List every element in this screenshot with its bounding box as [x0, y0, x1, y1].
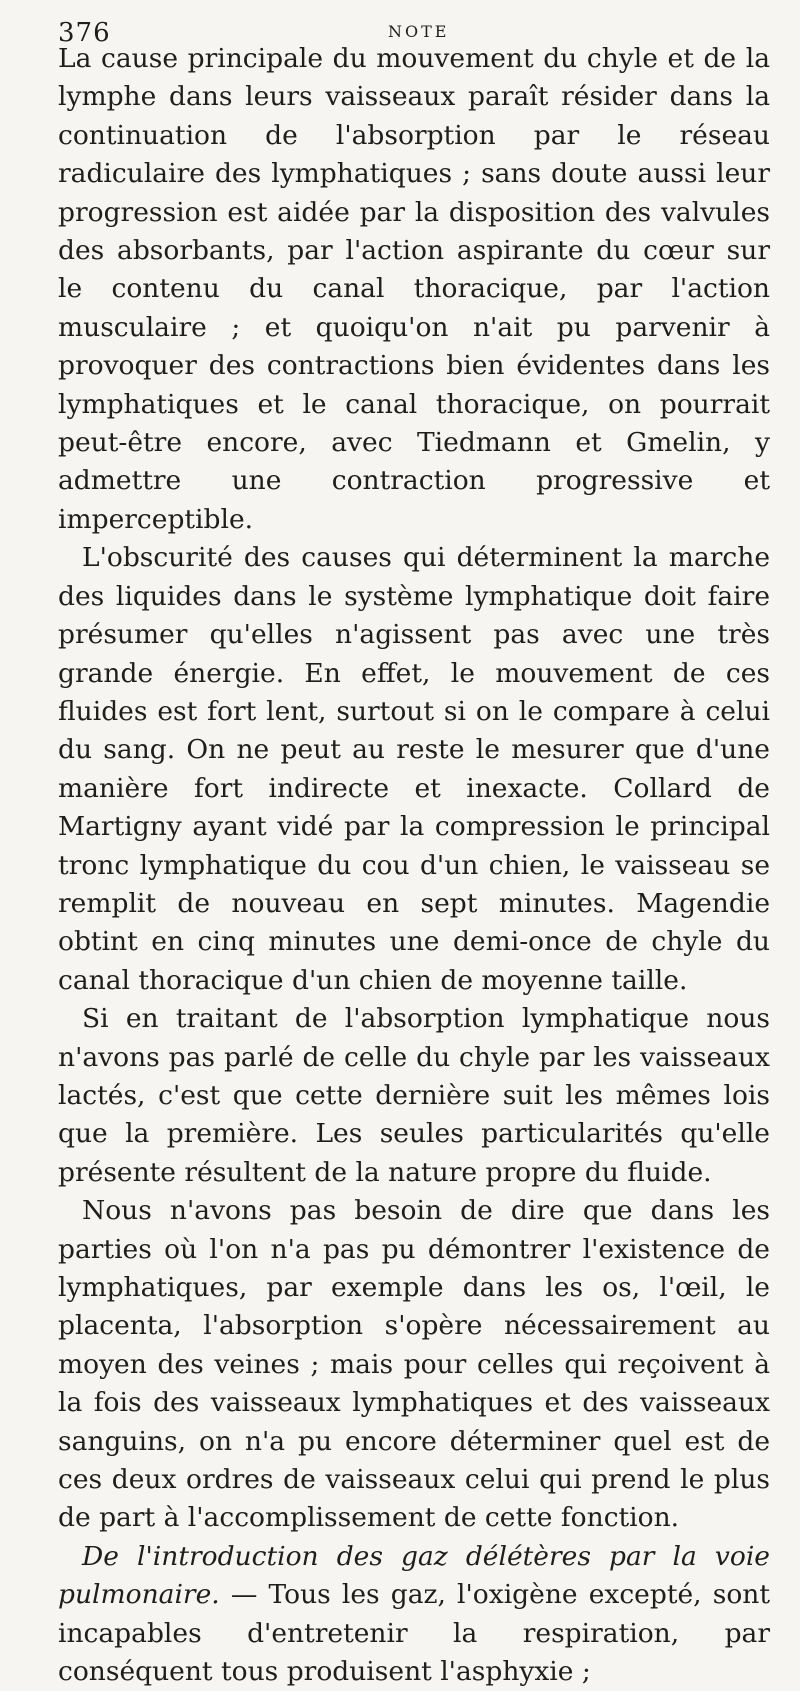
paragraph-lacteal-absorption: Si en traitant de l'absorption lymphatique nous n'avons pas parlé de celle du chyle par les vaisseaux lactés, c'est que cette dernière suit les mêmes lois que la première. Les seules particularités qu'elle présente résultent de la nature propre du fluide.	[58, 1003, 770, 1188]
paragraph-obscurity-causes: L'obscurité des causes qui déterminent la marche des liquides dans le système lymphatique doit faire présumer qu'elles n'agissent pas avec une très grande énergie. En effet, le mouvement de ces fluides est fort lent, surtout si on le compare à celui du sang. On ne peut au reste le mesurer que d'une manière fort indirecte et inexacte. Collard de Martigny ayant vidé par la compression le principal tronc lymphatique du cou d'un chien, le vaisseau se remplit de nouveau en sept minutes. Magendie obtint en cinq minutes une demi-once de chyle du canal thoracique d'un chien de moyenne taille.	[58, 542, 770, 996]
paragraph-chyle-movement: La cause principale du mouvement du chyle et de la lymphe dans leurs vaisseaux paraît résider dans la continuation de l'absorption par le réseau radiculaire des lymphatiques ; sans doute aussi leur progression est aidée par la disposition des valvules des absorbants, par l'action aspirante du cœur sur le contenu du canal thoracique, par l'action musculaire ; et quoiqu'on n'ait pu parvenir à provoquer des contractions bien évidentes dans les lymphatiques et le canal thoracique, on pourrait peut-être encore, avec Tiedmann et Gmelin, y admettre une contraction progressive et imperceptible.	[58, 43, 770, 535]
section-heading: De l'introduction des gaz délétères par la voie pulmonaire.	[58, 1540, 770, 1611]
section-dash: —	[219, 1579, 269, 1611]
body-text	[58, 40, 770, 1691]
paragraph-toxic-gases	[58, 1538, 770, 1691]
paragraph-venous-absorption: Nous n'avons pas besoin de dire que dans les parties où l'on n'a pas pu démontrer l'existence de lymphatiques, par exemple dans les os, l'œil, le placenta, l'absorption s'opère nécessairement au moyen des veines ; mais pour celles qui reçoivent à la fois des vaisseaux lymphatiques et des vaisseaux sanguins, on n'a pu encore déterminer quel est de ces deux ordres de vaisseaux celui qui prend le plus de part à l'accomplissement de cette fonction.	[58, 1195, 770, 1534]
section-text: Tous les gaz, l'oxigène excepté, sont incapables d'entretenir la respiration, par conséquent tous produisent l'asphyxie ;	[58, 1579, 770, 1688]
running-head: NOTE	[388, 22, 450, 41]
page-number: 376	[58, 18, 111, 48]
